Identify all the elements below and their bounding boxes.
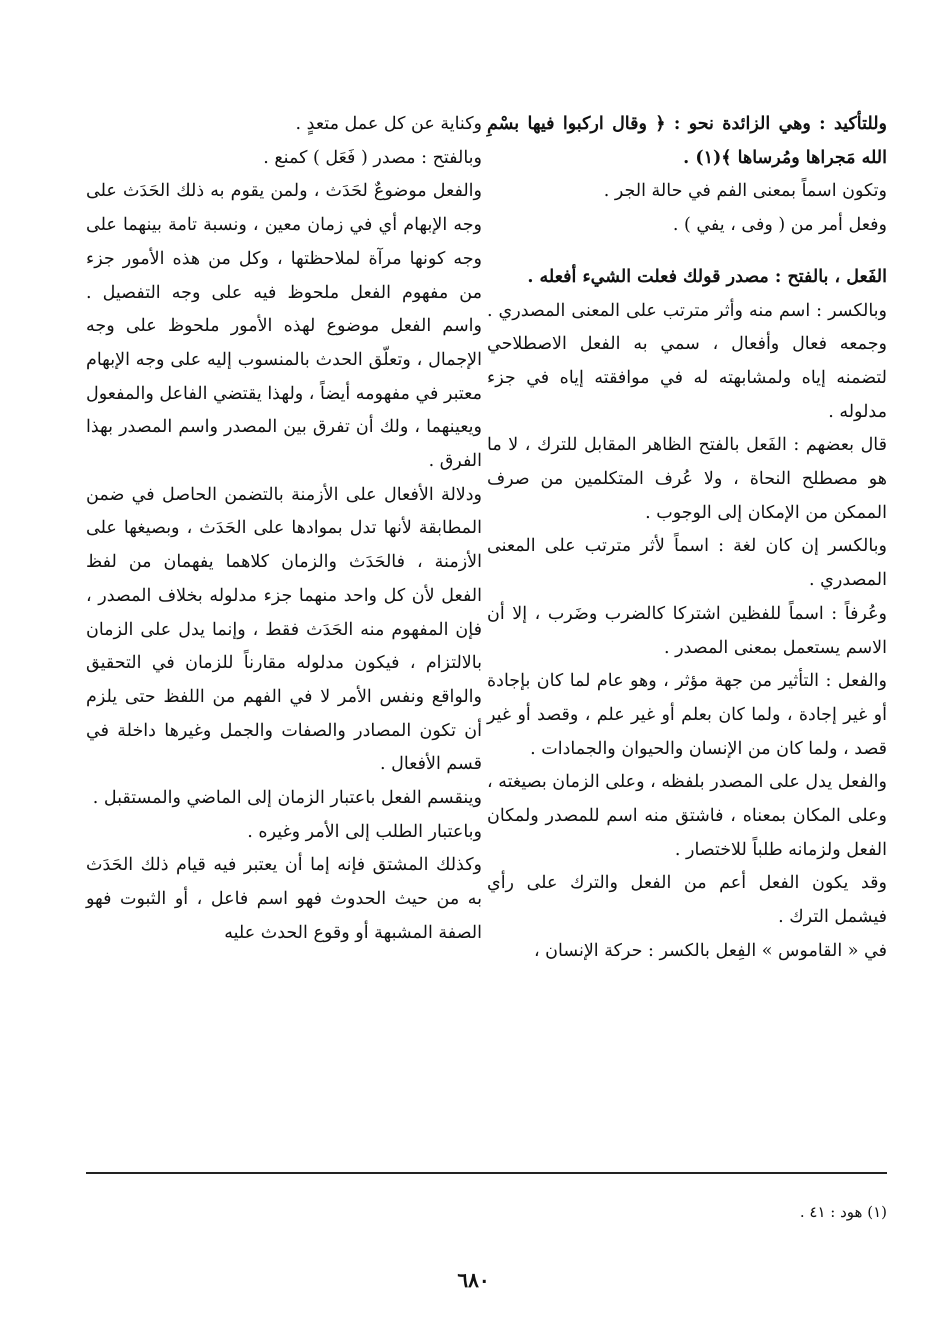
paragraph-text: الفَعل ، بالفتح : مصدر قولك فعلت الشيء أفعله . xyxy=(527,266,887,287)
footnote-divider xyxy=(86,1172,887,1174)
page-number: ٦٨٠ xyxy=(457,1268,490,1292)
paragraph: وعُرفاً : اسماً للفظين اشتركا كالضرب وضَرب ، إلا أن الاسم يستعمل بمعنى المصدر . xyxy=(487,603,887,658)
paragraph: قال بعضهم : الفَعل بالفتح الظاهر المقابل للترك ، لا ما هو مصطلح النحاة ، ولا عُرف المتكلمين من صرف الممكن من الإمكان إلى الوجوب . xyxy=(487,435,887,523)
paragraph: ودلالة الأفعال على الأزمنة بالتضمن الحاصل في ضمن المطابقة لأنها تدل بموادها على الحَدَث ، وبصيغها على الأزمنة ، فالحَدَث والزمان كلاهما يفهمان من لفظ الفعل لأن كل واحد منهما جزء مدلوله بخلاف المصدر ، فإن المفهوم منه الحَدَث فقط ، وإنما يدل على الزمان بالالتزام ، فيكون مدلوله مقارناً للزمان في التحقيق والواقع ونفس الأمر لا في الفهم من اللفظ حتى يلزم أن تكون المصادر والصفات والجمل وغيرها داخلة في قسم الأفعال . xyxy=(86,484,482,775)
paragraph: وينقسم الفعل باعتبار الزمان إلى الماضي والمستقبل . xyxy=(92,788,482,809)
paragraph-text: وللتأكيد : وهي الزائدة نحو : ﴿ وقال اركبوا فيها بسْمِ الله مَجراها ومُرساها ﴾(١) . xyxy=(487,114,887,168)
paragraph: في « القاموس » الفِعل بالكسر : حركة الإنسان ، xyxy=(533,940,887,961)
paragraph: وبالفتح : مصدر ( فَعَل ) كمنع . xyxy=(263,147,482,168)
paragraph: وباعتبار الطلب إلى الأمر وغيره . xyxy=(247,821,482,842)
paragraph: والفعل : التأثير من جهة مؤثر ، وهو عام لما كان بإجادة أو غير إجادة ، ولما كان بعلم أو غير علم ، وقصد أو غير قصد ، ولما كان من الإنسان والحيوان والجمادات . xyxy=(487,671,887,759)
paragraph xyxy=(487,108,887,175)
right-column xyxy=(487,108,887,969)
paragraph: والفعل يدل على المصدر بلفظه ، وعلى الزمان بصيغته ، وعلى المكان بمعناه ، فاشتق منه اسم للمصدر ولمكان الفعل ولزمانه طلباً للاختصار . xyxy=(487,772,887,860)
paragraph: وتكون اسماً بمعنى الفم في حالة الجر . xyxy=(603,181,887,202)
paragraph: والفعل موضوعٌ لحَدَث ، ولمن يقوم به ذلك الحَدَث على وجه الإبهام أي في زمان معين ، ونسبة تامة بينهما على وجه كونها مرآة لملاحظتها ، وكل من هذه الأمور جزء من مفهوم الفعل ملحوظ فيه على وجه التفصيل . واسم الفعل موضوع لهذه الأمور ملحوظ على وجه الإجمال ، وتعلّق الحدث بالمنسوب إليه على وجه الإبهام معتبر في مفهومه أيضاً ، ولهذا يقتضي الفاعل والمفعول ويعينهما ، ولك أن تفرق بين المصدر واسم المصدر بهذا الفرق . xyxy=(85,181,482,472)
paragraph: وفعل أمر من ( وفى ، يفي ) . xyxy=(672,215,887,236)
paragraph: وقد يكون الفعل أعم من الفعل والترك على رأي فيشمل الترك . xyxy=(487,873,887,928)
left-column xyxy=(86,108,482,951)
paragraph: وكناية عن كل عمل متعدٍ . xyxy=(295,114,482,134)
paragraph: وكذلك المشتق فإنه إما أن يعتبر فيه قيام ذلك الحَدَث به من حيث الحدوث فهو اسم فاعل ، أو الثبوت فهو الصفة المشبهة أو وقوع الحدث عليه xyxy=(86,855,482,943)
footnote: (١) هود : ٤١ . xyxy=(799,1203,887,1221)
paragraph: وبالكسر إن كان لغة : اسماً لأثر مترتب على المعنى المصدري . xyxy=(487,536,887,591)
paragraph xyxy=(487,261,887,295)
spacer xyxy=(487,243,887,261)
paragraph: وبالكسر : اسم منه وأثر مترتب على المعنى المصدري . وجمعه فعال وأفعال ، سمي به الفعل الاصطلاحي لتضمنه إياه ولمشابهته له في موافقته إياه في جزء مدلوله . xyxy=(487,300,887,422)
